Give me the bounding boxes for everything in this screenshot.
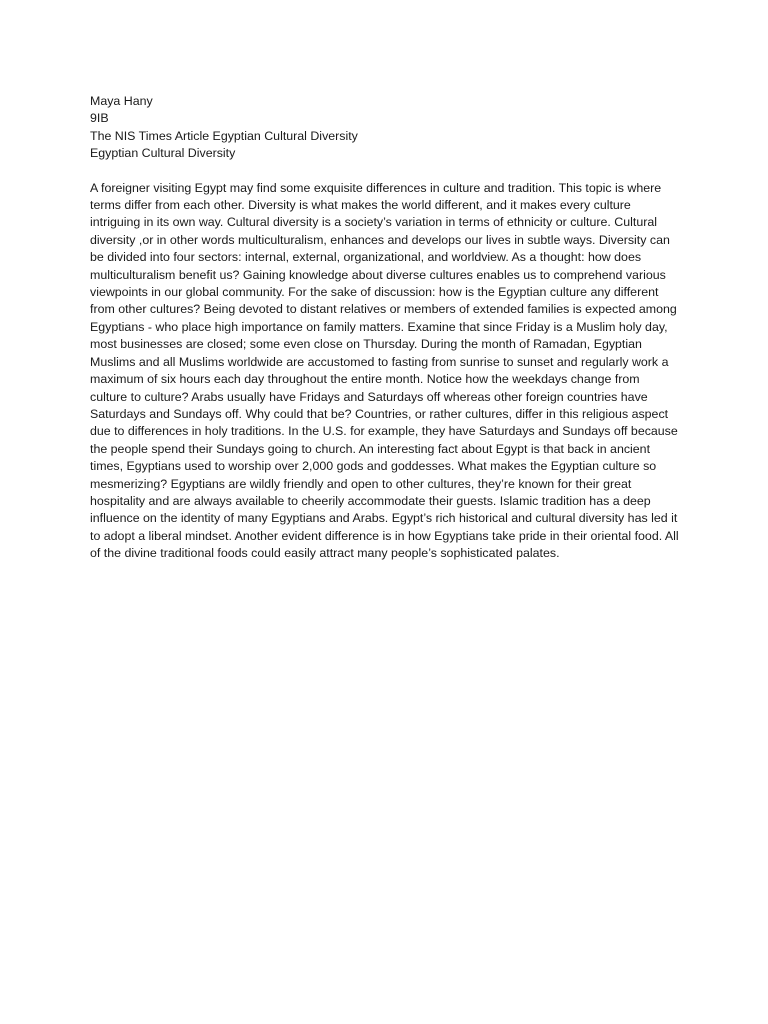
publication-line: The NIS Times Article Egyptian Cultural Diversity: [90, 128, 358, 143]
class-label: 9IB: [90, 111, 109, 126]
article-title: Egyptian Cultural Diversity: [90, 146, 236, 161]
author-name: Maya Hany: [90, 94, 153, 108]
document-content: [90, 93, 680, 563]
article-body: A foreigner visiting Egypt may find some exquisite differences in culture and tradition. This topic is where terms differ from each other. Diversity is what makes the world different, and it makes every culture intriguing in its own way. Cultural diversity is a society’s variation in terms of ethnicity or culture. Cultural diversity ,or in other words multiculturalism, enhances and develops our lives in subtle ways. Diversity can be divided into four sectors: internal, external, organizational, and worldview. As a thought: how does multiculturalism benefit us? Gaining knowledge about diverse cultures enables us to comprehend various viewpoints in our global community. For the sake of discussion: how is the Egyptian culture any different from other cultures? Being devoted to distant relatives or members of extended families is expected among Egyptians - who place high importance on family matters. Examine that since Friday is a Muslim holy day, most businesses are closed; some even close on Thursday. During the month of Ramadan, Egyptian Muslims and all Muslims worldwide are accustomed to fasting from sunrise to sunset and regularly work a maximum of six hours each day throughout the entire month. Notice how the weekdays change from culture to culture? Arabs usually have Fridays and Saturdays off whereas other foreign countries have Saturdays and Sundays off. Why could that be? Countries, or rather cultures, differ in this religious aspect due to differences in holy traditions. In the U.S. for example, they have Saturdays and Sundays off because the people spend their Sundays going to church. An interesting fact about Egypt is that back in ancient times, Egyptians used to worship over 2,000 gods and goddesses. What makes the Egyptian culture so mesmerizing? Egyptians are wildly friendly and open to other cultures, they’re known for their great hospitality and are always available to cheerily accommodate their guests. Islamic tradition has a deep influence on the identity of many Egyptians and Arabs. Egypt’s rich historical and cultural diversity has led it to adopt a liberal mindset. Another evident difference is in how Egyptians take pride in their oriental food. All of the divine traditional foods could easily attract many people’s sophisticated palates.: [90, 180, 679, 561]
